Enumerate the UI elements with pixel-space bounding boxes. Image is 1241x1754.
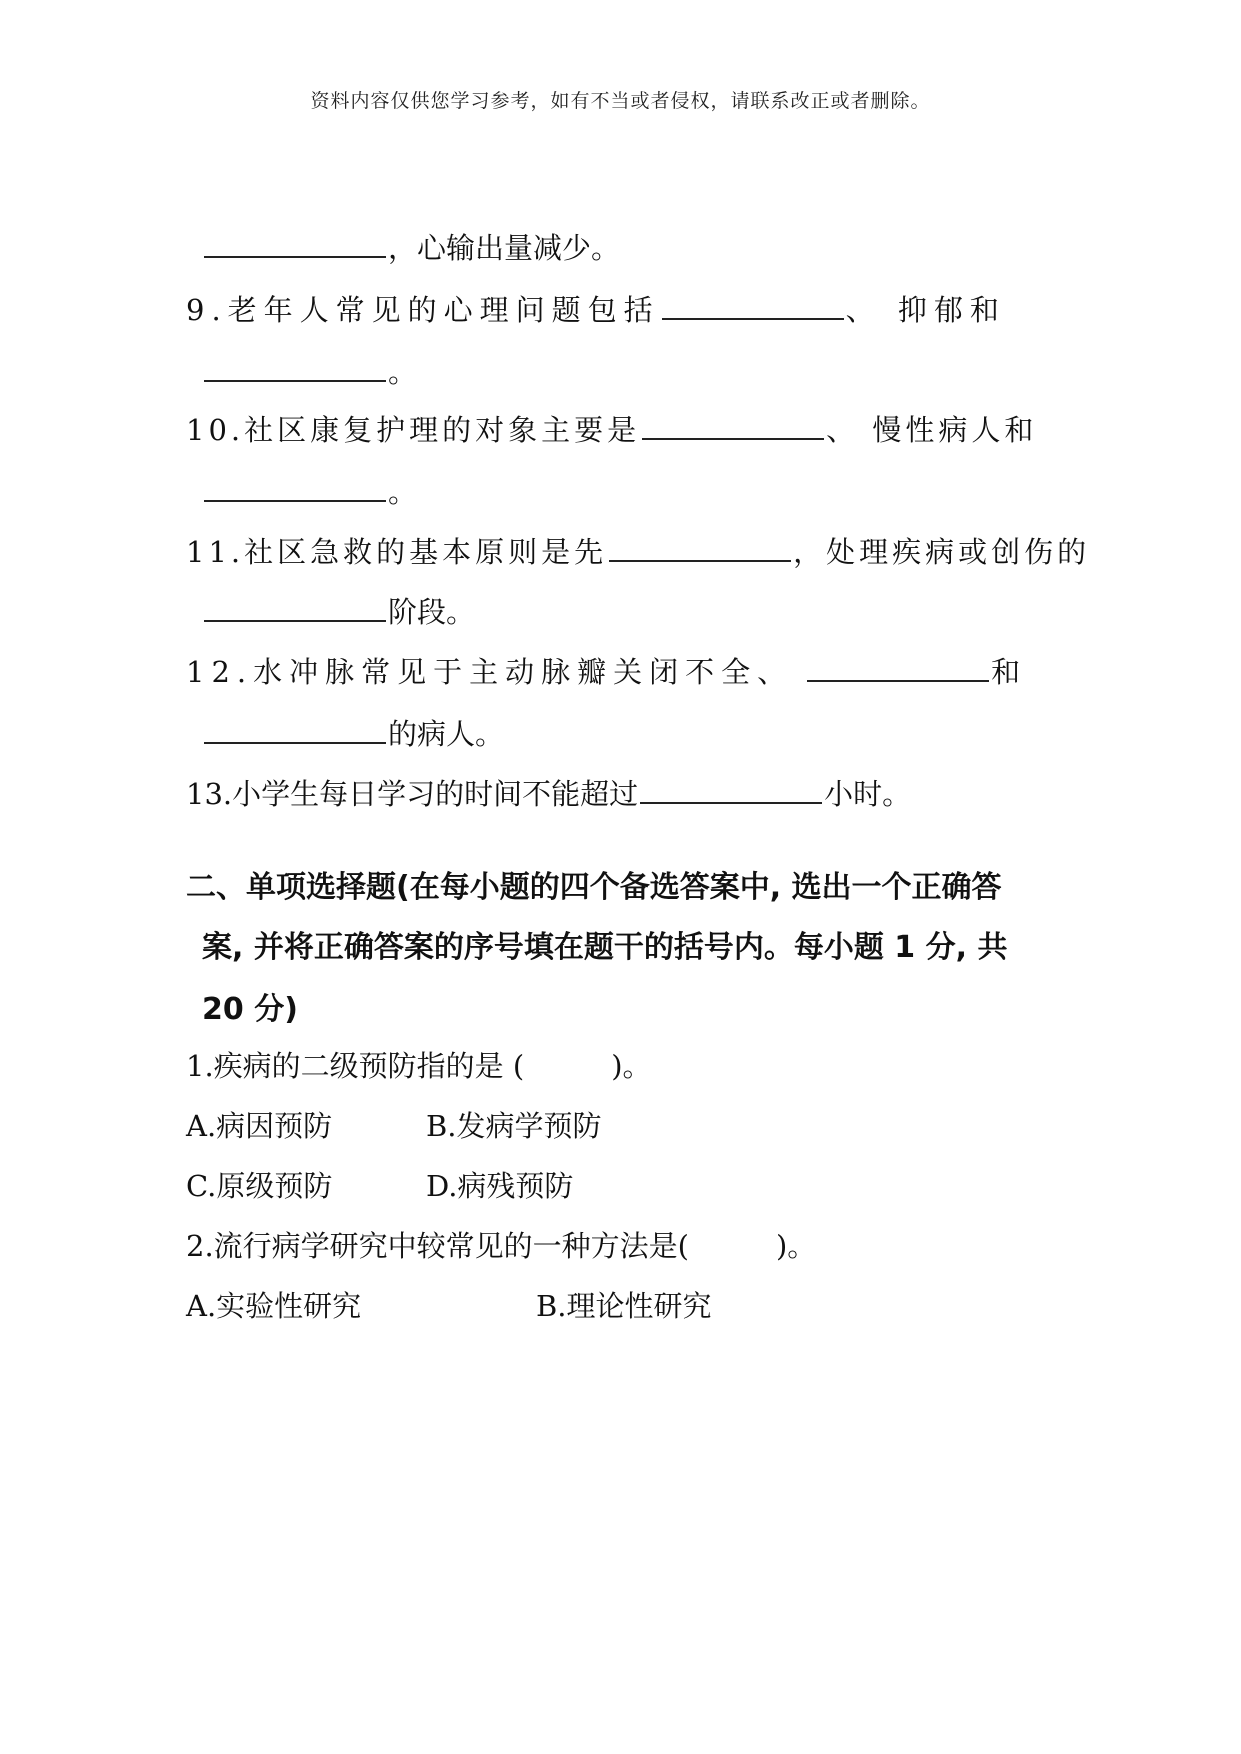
- answer-blank[interactable]: [609, 536, 791, 562]
- answer-blank[interactable]: [204, 232, 386, 258]
- mc-question-1: 1.疾病的二级预防指的是 ( )。: [186, 1049, 652, 1083]
- question-text: 、 抑郁和: [845, 293, 1006, 327]
- option-d[interactable]: D.病残预防: [426, 1169, 574, 1203]
- answer-blank[interactable]: [204, 718, 386, 744]
- question-9: [186, 288, 1006, 329]
- answer-blank[interactable]: [662, 294, 844, 320]
- page-header-disclaimer: 资料内容仅供您学习参考，如有不当或者侵权，请联系改正或者删除。: [310, 90, 931, 112]
- question-12: [186, 650, 1027, 691]
- answer-blank[interactable]: [204, 476, 386, 502]
- question-10: [186, 408, 1037, 449]
- answer-blank[interactable]: [640, 778, 822, 804]
- question-text: 、 慢性病人和: [826, 413, 1038, 447]
- question-text: 13.小学生每日学习的时间不能超过: [186, 777, 639, 811]
- option-c[interactable]: C.原级预防: [186, 1169, 333, 1203]
- question-9-cont: [202, 350, 417, 391]
- question-8-tail: [202, 226, 620, 267]
- option-a[interactable]: A.实验性研究: [186, 1289, 362, 1323]
- question-text: 12.水冲脉常见于主动脉瓣关闭不全、: [186, 655, 794, 689]
- question-text: ，处理疾病或创伤的: [793, 535, 1091, 569]
- mc-question-2: 2.流行病学研究中较常见的一种方法是( )。: [186, 1229, 817, 1263]
- option-b[interactable]: B.理论性研究: [536, 1289, 712, 1323]
- question-text: 阶段。: [388, 595, 476, 629]
- section-heading-line-2: 案, 并将正确答案的序号填在题干的括号内。每小题 1 分, 共: [202, 930, 1008, 965]
- question-text: 的病人。: [388, 717, 505, 751]
- question-12-cont: [202, 712, 504, 753]
- option-a[interactable]: A.病因预防: [186, 1109, 333, 1143]
- question-text: 小时。: [824, 777, 912, 811]
- answer-blank[interactable]: [642, 414, 824, 440]
- question-text: ，心输出量减少。: [388, 231, 621, 265]
- answer-blank[interactable]: [204, 356, 386, 382]
- answer-blank[interactable]: [204, 596, 386, 622]
- question-text: 和: [991, 655, 1028, 689]
- question-text: 。: [388, 475, 418, 509]
- question-text: 。: [388, 355, 418, 389]
- section-heading-line-3: 20 分): [202, 992, 298, 1027]
- question-text: 10.社区康复护理的对象主要是: [186, 413, 641, 447]
- question-10-cont: [202, 470, 417, 511]
- question-text: 11.社区急救的基本原则是先: [186, 535, 608, 569]
- section-heading-line-1: 二、单项选择题(在每小题的四个备选答案中, 选出一个正确答: [186, 870, 1002, 905]
- question-11: [186, 530, 1090, 571]
- question-11-cont: [202, 590, 475, 631]
- question-13: [186, 772, 911, 813]
- answer-blank[interactable]: [807, 656, 989, 682]
- option-b[interactable]: B.发病学预防: [426, 1109, 602, 1143]
- question-text: 9.老年人常见的心理问题包括: [186, 293, 660, 327]
